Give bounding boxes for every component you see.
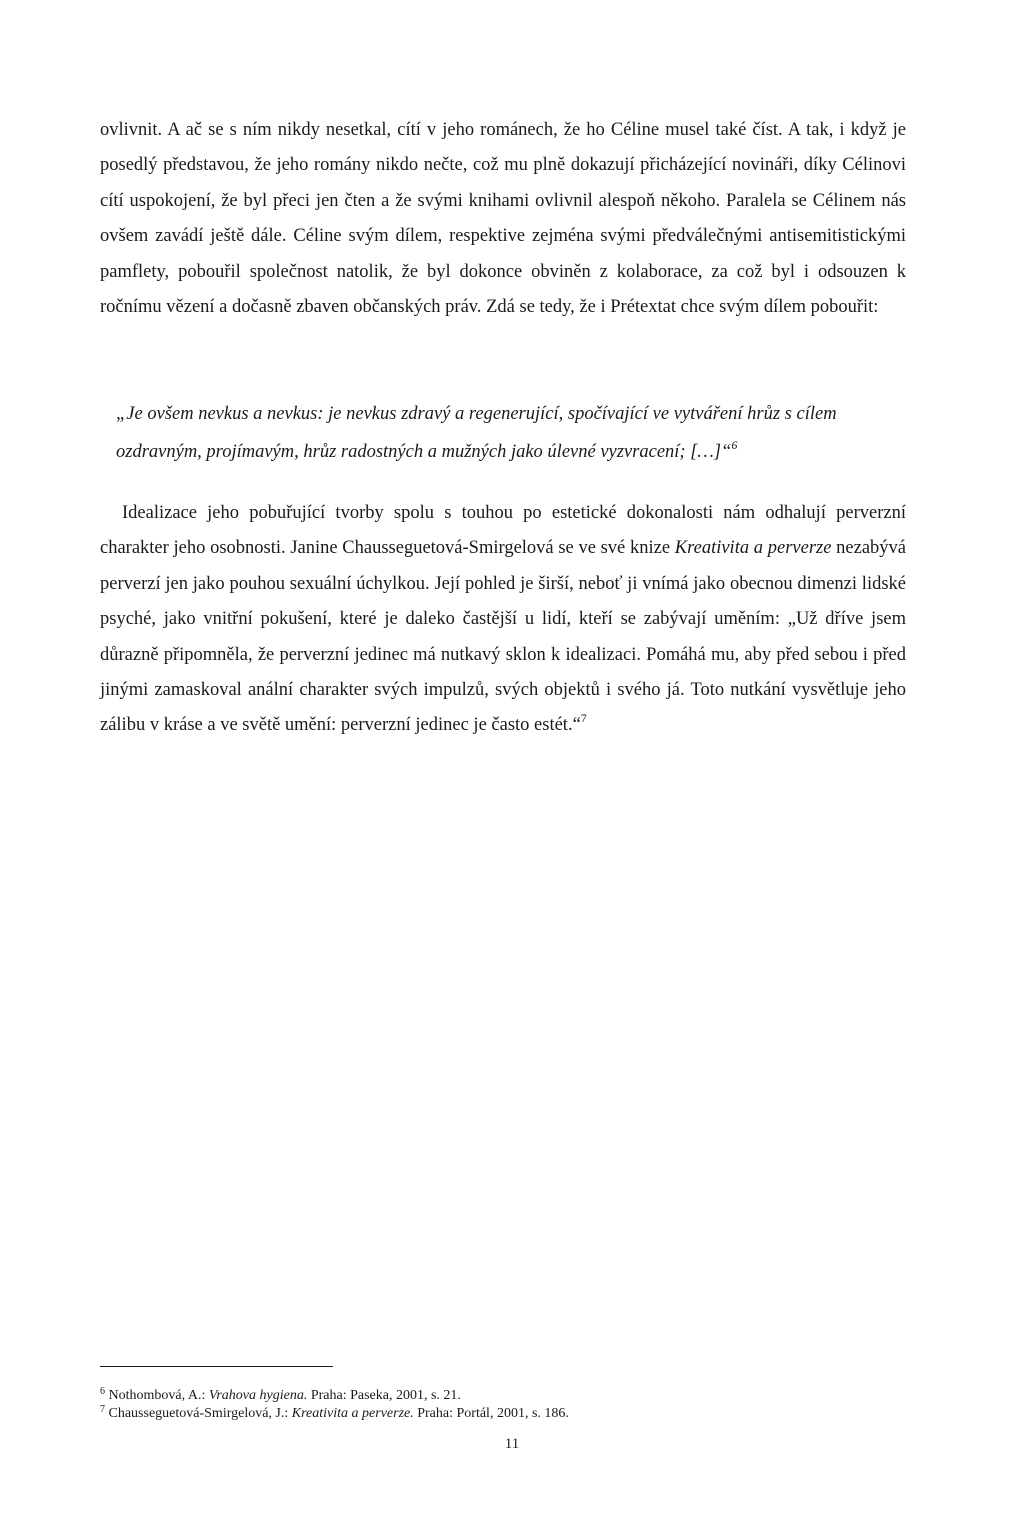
- footnote-6: [100, 1387, 900, 1405]
- paragraph-2-part-1: Idealizace jeho pobuřující tvorby spolu s touhou po estetické dokonalosti nám odhalují perverzní charakter jeho osobnosti. Janine Chausseguetová-Smirgelová se ve své knize: [100, 503, 906, 559]
- page-number: 11: [504, 1436, 520, 1452]
- footnote-author: Nothombová, A.:: [108, 1388, 209, 1403]
- footnote-author: Chausseguetová-Smirgelová, J.:: [108, 1406, 292, 1421]
- footnote-publisher: Praha: Paseka, 2001, s. 21.: [307, 1388, 461, 1403]
- footnote-title: Kreativita a perverze.: [291, 1406, 414, 1421]
- paragraph-1: ovlivnit. A ač se s ním nikdy nesetkal, cítí v jeho románech, že ho Céline musel také číst. A tak, i když je posedlý představou, že jeho romány nikdo nečte, což mu plně dokazují přicházející novináři, díky Célinovi cítí uspokojení, že byl přeci jen čten a že svými knihami ovlivnil alespoň někoho. Paralela se Célinem nás ovšem zavádí ještě dále. Céline svým dílem, respektive zejména svými předválečnými antisemitistickými pamflety, pobouřil společnost natolik, že byl dokonce obviněn z kolaborace, za což byl i odsouzen k ročnímu vězení a dočasně zbaven občanských práv. Zdá se tedy, že i Prétextat chce svým dílem pobouřit:: [100, 120, 906, 318]
- footnote-publisher: Praha: Portál, 2001, s. 186.: [413, 1406, 569, 1421]
- footnote-ref-7: 7: [580, 711, 587, 726]
- footnote-number: 7: [100, 1404, 105, 1415]
- book-title: Kreativita a perverze: [674, 538, 832, 559]
- footnote-divider: [100, 1366, 333, 1367]
- footnote-ref-6: 6: [731, 438, 738, 452]
- block-quote: [116, 395, 908, 471]
- paragraph-2: [100, 496, 906, 744]
- quote-text: „Je ovšem nevkus a nevkus: je nevkus zdravý a regenerující, spočívající ve vytváření hrůz s cílem ozdravným, projímavým, hrůz radostných a mužných jako úlevné vyzvracení; […]“: [116, 404, 837, 462]
- footnote-title: Vrahova hygiena.: [208, 1388, 308, 1403]
- footnote-number: 6: [100, 1386, 105, 1397]
- paragraph-2-part-2: nezabývá perverzí jen jako pouhou sexuální úchylkou. Její pohled je širší, neboť ji vnímá jako obecnou dimenzi lidské psyché, jako vnitřní pokušení, které je daleko častější u lidí, kteří se zabývají uměním: „Už dříve jsem důrazně připomněla, že perverzní jedinec má nutkavý sklon k idealizaci. Pomáhá mu, aby před sebou i před jinými zamaskoval anální charakter svých impulzů, svých objektů i svého já. Toto nutkání vysvětluje jeho zálibu v kráse a ve světě umění: perverzní jedinec je často estét.“: [100, 538, 906, 736]
- footnote-7: [100, 1405, 900, 1423]
